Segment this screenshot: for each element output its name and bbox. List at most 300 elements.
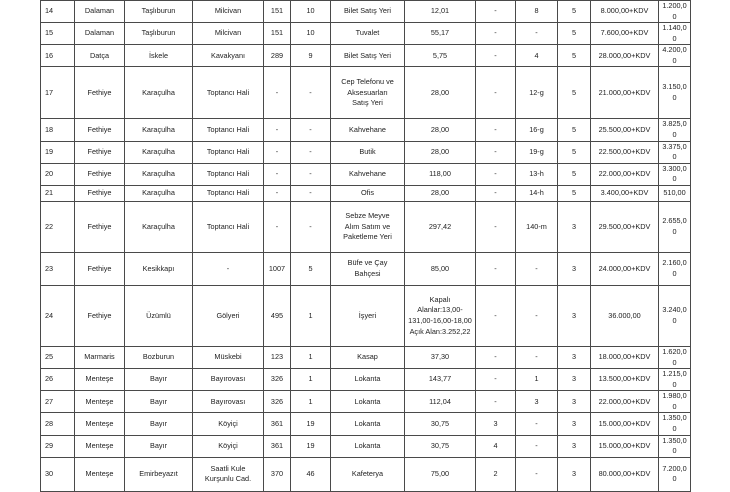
cell-text: - <box>494 374 497 384</box>
cell-bedel <box>591 369 659 391</box>
cell-line: 297,42 <box>428 221 452 231</box>
cell-text: Milcivan <box>214 6 242 16</box>
cell-mevki <box>193 163 264 185</box>
cell-nitelik <box>331 457 405 491</box>
cell-parsel <box>291 185 331 201</box>
cell-line: Butik <box>359 146 376 156</box>
cell-line: 112,04 <box>429 396 451 406</box>
cell-text: Bayır <box>149 418 168 428</box>
cell-teminat <box>659 45 691 67</box>
cell-text: Toptancı Hali <box>206 124 250 134</box>
cell-text: 22 <box>45 221 54 231</box>
cell-ilce <box>75 413 125 435</box>
cell-text: 10 <box>306 28 315 38</box>
cell-sure <box>558 201 591 252</box>
cell-line: Kapalı <box>429 294 451 304</box>
cell-alan <box>405 285 476 346</box>
cell-text: Menteşe <box>85 418 114 428</box>
cell-ilce <box>75 1 125 23</box>
cell-numara <box>516 163 558 185</box>
cell-line: Lokanta <box>354 418 381 428</box>
cell-mahalle <box>125 391 193 413</box>
cell-line: 28,00 <box>430 87 450 97</box>
cell-text: 19 <box>306 418 315 428</box>
cell-ilce <box>75 141 125 163</box>
cell-ilce <box>75 23 125 45</box>
cell-text: - <box>494 263 497 273</box>
cell-text: 29.500,00+KDV <box>598 221 651 231</box>
cell-text: 24.000,00+KDV <box>598 263 651 273</box>
cell-ilce <box>75 185 125 201</box>
cell-parsel <box>291 163 331 185</box>
cell-ada <box>264 391 291 413</box>
cell-blok <box>476 201 516 252</box>
cell-alan <box>405 435 476 457</box>
cell-mahalle <box>125 369 193 391</box>
cell-line: Lokanta <box>354 396 381 406</box>
cell-text: 17 <box>45 87 54 97</box>
cell-teminat <box>659 67 691 119</box>
cell-text: - <box>494 221 497 231</box>
cell-text: 13-h <box>529 169 544 179</box>
cell-text: 5 <box>571 188 577 198</box>
cell-line: Kasap <box>357 352 378 362</box>
cell-alan <box>405 252 476 285</box>
cell-text: 8.000,00+KDV <box>600 6 649 16</box>
cell-text: - <box>494 6 497 16</box>
cell-text: Fethiye <box>87 146 112 156</box>
cell-line: Büfe ve Çay <box>347 258 388 268</box>
cell-mahalle <box>125 346 193 368</box>
cell-text: 370 <box>270 468 284 478</box>
cell-line: Paketleme Yeri <box>343 232 392 242</box>
cell-text: 151 <box>270 6 284 16</box>
cell-line: 85,00 <box>430 263 450 273</box>
cell-ada <box>264 185 291 201</box>
cell-ada <box>264 201 291 252</box>
cell-text: - <box>275 188 279 198</box>
cell-mevki <box>193 346 264 368</box>
cell-text: 10 <box>306 6 315 16</box>
cell-sure <box>558 45 591 67</box>
cell-no <box>41 119 75 141</box>
cell-blok <box>476 185 516 201</box>
cell-parsel <box>291 285 331 346</box>
cell-line: 143,77 <box>428 374 452 384</box>
cell-alan <box>405 141 476 163</box>
cell-text: 7.600,00+KDV <box>600 28 649 38</box>
cell-teminat <box>659 163 691 185</box>
cell-teminat <box>659 201 691 252</box>
cell-text: 19 <box>45 146 54 156</box>
cell-line: Kahvehane <box>349 124 386 134</box>
cell-ada <box>264 163 291 185</box>
cell-line: Ofis <box>361 188 374 198</box>
cell-bedel <box>591 346 659 368</box>
cell-text: 25 <box>45 352 54 362</box>
cell-text: Dalaman <box>84 6 115 16</box>
cell-text: 1.350,00 <box>662 435 687 456</box>
cell-bedel <box>591 1 659 23</box>
cell-nitelik <box>331 413 405 435</box>
cell-parsel <box>291 369 331 391</box>
cell-text: Fethiye <box>87 221 112 231</box>
cell-ada <box>264 67 291 119</box>
cell-line: Alanlar:13,00- <box>417 305 463 315</box>
cell-no <box>41 369 75 391</box>
cell-alan <box>405 119 476 141</box>
cell-no <box>41 252 75 285</box>
cell-text: 3 <box>571 440 577 450</box>
cell-text: 3 <box>571 396 577 406</box>
cell-text: 5 <box>308 263 313 273</box>
table-row <box>41 201 691 252</box>
table-row <box>41 67 691 119</box>
cell-mahalle <box>125 119 193 141</box>
cell-text: 14 <box>45 6 54 16</box>
cell-mahalle <box>125 413 193 435</box>
cell-teminat <box>659 369 691 391</box>
cell-ilce <box>75 201 125 252</box>
cell-text: 3.300,00 <box>662 163 687 184</box>
cell-mahalle <box>125 45 193 67</box>
cell-text: 9 <box>308 50 313 60</box>
cell-text: Bayır <box>149 374 168 384</box>
cell-text: Fethiye <box>87 263 112 273</box>
cell-ilce <box>75 119 125 141</box>
cell-alan <box>405 391 476 413</box>
cell-text: Emirbeyazıt <box>139 468 178 478</box>
cell-blok <box>476 252 516 285</box>
cell-ada <box>264 369 291 391</box>
cell-mevki <box>193 45 264 67</box>
cell-text: - <box>535 468 538 478</box>
cell-text: 4.200,00 <box>662 45 687 65</box>
cell-text: Üzümlü <box>146 310 171 320</box>
cell-text: Menteşe <box>85 468 114 478</box>
cell-line: Tuvalet <box>355 28 380 38</box>
cell-text: 289 <box>270 50 284 60</box>
cell-bedel <box>591 252 659 285</box>
cell-ilce <box>75 252 125 285</box>
cell-mevki <box>193 435 264 457</box>
cell-text: 13.500,00+KDV <box>598 374 651 384</box>
cell-ada <box>264 141 291 163</box>
cell-mevki <box>193 391 264 413</box>
cell-no <box>41 45 75 67</box>
cell-blok <box>476 67 516 119</box>
cell-sure <box>558 185 591 201</box>
cell-bedel <box>591 185 659 201</box>
cell-mevki <box>193 185 264 201</box>
cell-text: 30 <box>45 468 54 478</box>
cell-parsel <box>291 119 331 141</box>
cell-numara <box>516 285 558 346</box>
cell-sure <box>558 1 591 23</box>
cell-text: - <box>275 124 279 134</box>
cell-text: Datça <box>89 50 110 60</box>
table-row <box>41 45 691 67</box>
cell-text: Taşlıburun <box>141 28 176 38</box>
cell-text: 19 <box>306 440 315 450</box>
cell-no <box>41 285 75 346</box>
cell-text: 3.825,00 <box>662 119 687 140</box>
cell-parsel <box>291 23 331 45</box>
cell-line: İşyeri <box>358 310 377 320</box>
table-row <box>41 346 691 368</box>
cell-line: Lokanta <box>354 374 381 384</box>
cell-text: 1 <box>308 396 313 406</box>
cell-text: 28.000,00+KDV <box>598 50 651 60</box>
cell-parsel <box>291 141 331 163</box>
cell-text: Fethiye <box>87 188 112 198</box>
cell-text: 28 <box>45 418 54 428</box>
cell-nitelik <box>331 45 405 67</box>
cell-blok <box>476 435 516 457</box>
cell-no <box>41 346 75 368</box>
cell-mahalle <box>125 185 193 201</box>
cell-ada <box>264 346 291 368</box>
cell-bedel <box>591 413 659 435</box>
cell-mevki <box>193 1 264 23</box>
cell-ilce <box>75 45 125 67</box>
cell-line: 118,00 <box>429 169 451 179</box>
cell-line: Bilet Satış Yeri <box>343 50 392 60</box>
cell-alan <box>405 413 476 435</box>
cell-teminat <box>659 346 691 368</box>
cell-text: - <box>494 146 497 156</box>
cell-alan <box>405 457 476 491</box>
table-row <box>41 119 691 141</box>
cell-text: 3 <box>571 374 577 384</box>
cell-sure <box>558 435 591 457</box>
cell-mahalle <box>125 435 193 457</box>
cell-mahalle <box>125 457 193 491</box>
table-row <box>41 141 691 163</box>
cell-nitelik <box>331 141 405 163</box>
cell-ilce <box>75 67 125 119</box>
cell-mevki <box>193 201 264 252</box>
cell-text: - <box>494 188 497 198</box>
table-row <box>41 391 691 413</box>
cell-blok <box>476 23 516 45</box>
cell-numara <box>516 346 558 368</box>
cell-text: 1.620,00 <box>662 346 687 367</box>
cell-text: - <box>535 352 538 362</box>
cell-nitelik <box>331 1 405 23</box>
cell-line: 131,00-16,00-18,00 <box>408 315 472 325</box>
cell-ada <box>264 457 291 491</box>
cell-line: 55,17 <box>430 28 450 38</box>
cell-text: 14-h <box>529 188 544 198</box>
cell-text: Fethiye <box>87 87 112 97</box>
cell-blok <box>476 119 516 141</box>
cell-parsel <box>291 413 331 435</box>
cell-text: Menteşe <box>85 440 114 450</box>
cell-ada <box>264 285 291 346</box>
cell-text: 3 <box>534 396 539 406</box>
cell-text: Toptancı Hali <box>206 221 250 231</box>
cell-line: Açık Alan:3.252,22 <box>409 326 471 336</box>
tender-list-table <box>40 0 691 492</box>
cell-teminat <box>659 285 691 346</box>
cell-bedel <box>591 285 659 346</box>
cell-sure <box>558 369 591 391</box>
cell-line: 28,00 <box>430 124 450 134</box>
cell-alan <box>405 67 476 119</box>
cell-alan <box>405 45 476 67</box>
cell-sure <box>558 457 591 491</box>
cell-numara <box>516 435 558 457</box>
cell-line: 12,01 <box>430 6 450 16</box>
cell-text: 1.140,00 <box>662 23 687 43</box>
cell-no <box>41 457 75 491</box>
cell-text: - <box>494 124 497 134</box>
cell-ilce <box>75 285 125 346</box>
cell-sure <box>558 141 591 163</box>
cell-text: - <box>275 221 279 231</box>
cell-no <box>41 201 75 252</box>
cell-numara <box>516 413 558 435</box>
cell-mahalle <box>125 285 193 346</box>
cell-bedel <box>591 435 659 457</box>
cell-blok <box>476 45 516 67</box>
cell-text: 3 <box>571 418 577 428</box>
cell-text: Fethiye <box>87 169 112 179</box>
cell-text: 3.375,00 <box>662 141 687 162</box>
cell-no <box>41 185 75 201</box>
cell-teminat <box>659 185 691 201</box>
cell-text: Toptancı Hali <box>206 87 250 97</box>
cell-text: Karaçulha <box>142 87 175 97</box>
cell-alan <box>405 1 476 23</box>
cell-ada <box>264 435 291 457</box>
cell-text: Milcivan <box>214 28 242 38</box>
cell-sure <box>558 285 591 346</box>
cell-teminat <box>659 413 691 435</box>
cell-text: Toptancı Hali <box>206 188 250 198</box>
cell-teminat <box>659 23 691 45</box>
cell-text: 29 <box>45 440 54 450</box>
cell-numara <box>516 185 558 201</box>
cell-teminat <box>659 1 691 23</box>
cell-text: 3 <box>571 221 577 231</box>
cell-text: - <box>494 169 497 179</box>
cell-nitelik <box>331 369 405 391</box>
cell-parsel <box>291 1 331 23</box>
cell-bedel <box>591 67 659 119</box>
cell-bedel <box>591 141 659 163</box>
cell-text: - <box>309 188 312 198</box>
cell-blok <box>476 141 516 163</box>
cell-bedel <box>591 391 659 413</box>
cell-text: 123 <box>270 352 284 362</box>
cell-parsel <box>291 252 331 285</box>
cell-bedel <box>591 45 659 67</box>
cell-text: 20 <box>45 169 54 179</box>
cell-text: 1 <box>308 352 313 362</box>
cell-text: 495 <box>270 310 284 320</box>
cell-text: 22.000,00+KDV <box>598 396 651 406</box>
cell-bedel <box>591 201 659 252</box>
cell-sure <box>558 252 591 285</box>
cell-numara <box>516 141 558 163</box>
cell-numara <box>516 1 558 23</box>
cell-text: 15.000,00+KDV <box>598 440 651 450</box>
cell-mahalle <box>125 252 193 285</box>
cell-teminat <box>659 141 691 163</box>
cell-alan <box>405 163 476 185</box>
cell-line: Cep Telefonu ve <box>341 77 394 87</box>
cell-bedel <box>591 457 659 491</box>
cell-ada <box>264 252 291 285</box>
cell-text: 46 <box>306 468 315 478</box>
cell-text: 1 <box>308 374 313 384</box>
cell-text: 25.500,00+KDV <box>598 124 651 134</box>
cell-text: 26 <box>45 374 54 384</box>
cell-nitelik <box>331 252 405 285</box>
cell-text: 3.400,00+KDV <box>600 188 649 198</box>
cell-nitelik <box>331 346 405 368</box>
cell-line: Bilet Satış Yeri <box>343 6 392 16</box>
cell-text: Karaçulha <box>142 188 175 198</box>
cell-text: 3 <box>571 310 577 320</box>
table-body <box>41 1 691 492</box>
cell-alan <box>405 346 476 368</box>
cell-mevki <box>193 457 264 491</box>
cell-text: - <box>309 124 312 134</box>
cell-mahalle <box>125 141 193 163</box>
cell-text: 16 <box>45 50 54 60</box>
cell-text: 22.500,00+KDV <box>598 146 651 156</box>
cell-sure <box>558 67 591 119</box>
cell-sure <box>558 413 591 435</box>
cell-text: - <box>309 146 312 156</box>
cell-sure <box>558 346 591 368</box>
cell-text: Menteşe <box>85 374 114 384</box>
table-row <box>41 163 691 185</box>
cell-ilce <box>75 391 125 413</box>
cell-text: - <box>535 310 538 320</box>
cell-line: 5,75 <box>432 50 448 60</box>
table-row <box>41 413 691 435</box>
cell-text: 7.200,00 <box>662 463 687 484</box>
cell-nitelik <box>331 23 405 45</box>
cell-text: - <box>535 418 538 428</box>
cell-nitelik <box>331 435 405 457</box>
cell-mevki <box>193 252 264 285</box>
cell-mahalle <box>125 201 193 252</box>
cell-alan <box>405 369 476 391</box>
cell-text: Gölyeri <box>216 310 240 320</box>
cell-ada <box>264 1 291 23</box>
cell-text: 1.350,00 <box>662 413 687 433</box>
cell-text: Karaçulha <box>142 221 175 231</box>
cell-text: - <box>535 263 538 273</box>
cell-text: 1 <box>308 310 313 320</box>
cell-text: Bayır <box>149 396 168 406</box>
cell-mevki <box>193 119 264 141</box>
table-row <box>41 369 691 391</box>
cell-text: Bayırovası <box>210 374 246 384</box>
cell-mevki <box>193 369 264 391</box>
cell-text: - <box>494 50 497 60</box>
cell-text: 3 <box>493 418 498 428</box>
cell-text: 326 <box>270 396 284 406</box>
cell-no <box>41 23 75 45</box>
cell-text: Marmaris <box>84 352 115 362</box>
cell-nitelik <box>331 163 405 185</box>
